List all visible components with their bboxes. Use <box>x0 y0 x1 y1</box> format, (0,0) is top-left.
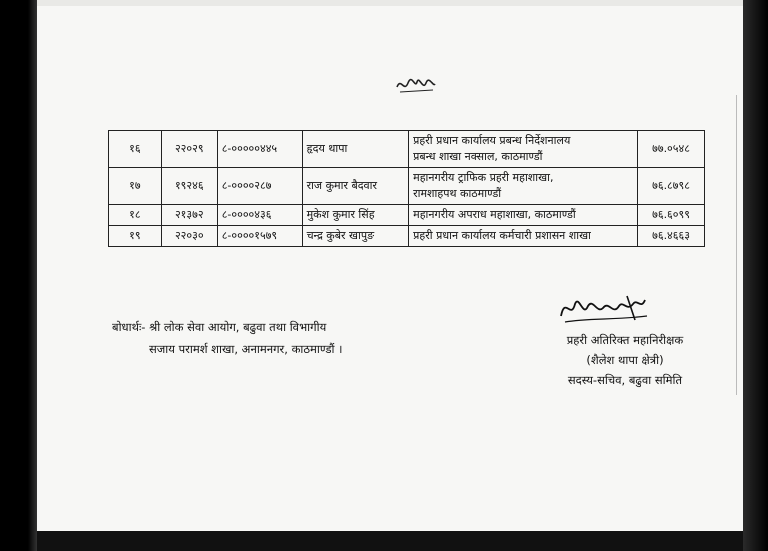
office-line-1: महानगरीय अपराध महाशाखा, काठमाण्डौं <box>413 208 576 221</box>
office-line-1: महानगरीय ट्राफिक प्रहरी महाशाखा, <box>413 171 554 184</box>
row-number: १९ <box>109 226 162 247</box>
office-line-2: प्रबन्ध शाखा नक्साल, काठमाण्डौं <box>413 150 543 163</box>
office-cell <box>409 205 638 226</box>
signatory-name: (शैलेश थापा क्षेत्री) <box>586 353 664 367</box>
row-number: १७ <box>109 168 162 205</box>
handwritten-initial-mark <box>395 75 437 95</box>
score: ७६.४६६३ <box>638 226 705 247</box>
score: ७६.६०९९ <box>638 205 705 226</box>
candidate-name: चन्द्र कुबेर खापुङ <box>302 226 409 247</box>
office-line-1: प्रहरी प्रधान कार्यालय प्रबन्ध निर्देशनालय <box>413 134 571 147</box>
roll-number: २१३७२ <box>161 205 217 226</box>
candidate-name: राज कुमार बैदवार <box>302 168 409 205</box>
office-cell <box>409 168 638 205</box>
page-fold-line <box>736 95 737 395</box>
page-bottom-strip <box>37 531 743 551</box>
left-edge-shadow <box>28 0 37 551</box>
page-top-strip <box>37 0 743 6</box>
right-edge-shadow <box>743 0 768 551</box>
employee-code: ८-००००१५७९ <box>217 226 302 247</box>
roll-number: २२०३० <box>161 226 217 247</box>
table-row <box>109 168 705 205</box>
employee-code: ८-००००२८७ <box>217 168 302 205</box>
office-cell <box>409 226 638 247</box>
candidate-name: हृदय थापा <box>302 131 409 168</box>
row-number: १६ <box>109 131 162 168</box>
copy-to-note <box>112 316 343 360</box>
roll-number: १९२४६ <box>161 168 217 205</box>
signatory-title: प्रहरी अतिरिक्त महानिरीक्षक <box>566 333 684 347</box>
note-line-2: सजाय परामर्श शाखा, अनामनगर, काठमाण्डौं । <box>149 342 343 356</box>
handwritten-signature <box>557 290 653 330</box>
employee-code: ८-०००००४४५ <box>217 131 302 168</box>
document-page <box>37 0 743 551</box>
employee-code: ८-००००४३६ <box>217 205 302 226</box>
promotion-list-table <box>108 130 705 247</box>
office-cell <box>409 131 638 168</box>
table-row <box>109 205 705 226</box>
signature-block <box>545 290 705 390</box>
score: ७६.८७९८ <box>638 168 705 205</box>
office-line-2: रामशाहपथ काठमाण्डौं <box>413 187 502 200</box>
office-line-1: प्रहरी प्रधान कार्यालय कर्मचारी प्रशासन शाखा <box>413 229 591 242</box>
candidate-name: मुकेश कुमार सिंह <box>302 205 409 226</box>
table-row <box>109 131 705 168</box>
row-number: १८ <box>109 205 162 226</box>
table-row <box>109 226 705 247</box>
note-line-1: बोधार्थः- श्री लोक सेवा आयोग, बढुवा तथा विभागीय <box>112 320 327 334</box>
score: ७७.०५४८ <box>638 131 705 168</box>
signatory-role: सदस्य-सचिव, बढुवा समिति <box>567 373 683 387</box>
roll-number: २२०२९ <box>161 131 217 168</box>
